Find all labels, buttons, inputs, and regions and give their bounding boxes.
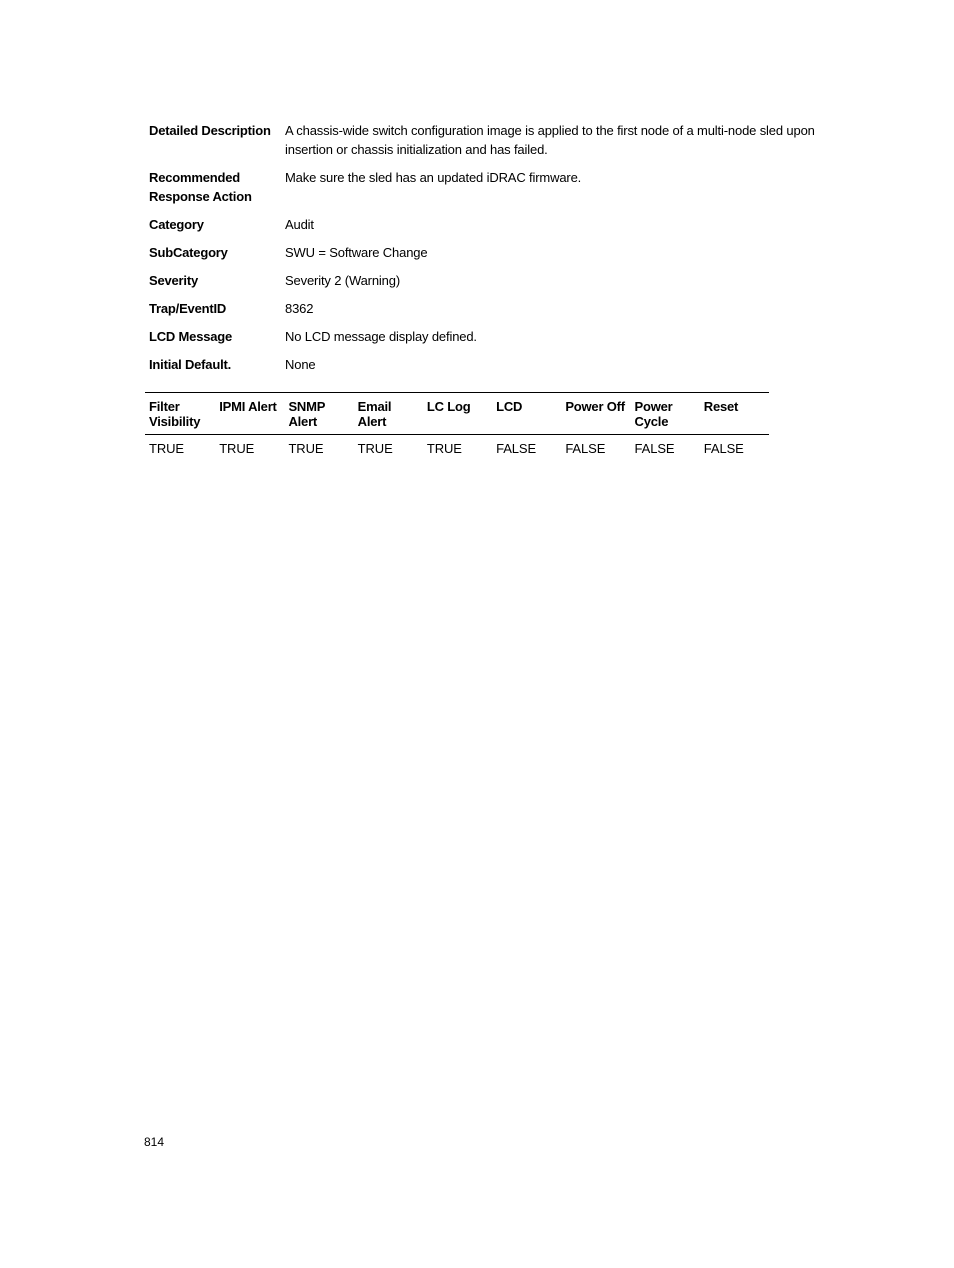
detail-label: Severity — [149, 273, 198, 288]
detail-row-severity — [149, 271, 819, 290]
detail-value: Make sure the sled has an updated iDRAC firmware. — [285, 170, 582, 185]
detail-value: Severity 2 (Warning) — [285, 273, 400, 288]
table-row — [145, 435, 769, 461]
detail-row-initial-default — [149, 355, 819, 374]
detail-label: Trap/EventID — [149, 301, 227, 316]
detail-label: SubCategory — [149, 245, 228, 260]
detail-value: A chassis-wide switch configuration image is applied to the first node of a multi-node sled upon insertion or chassis initialization and has failed. — [285, 123, 815, 157]
column-header-power-cycle: Power Cycle — [631, 393, 700, 435]
table-header-row — [145, 393, 769, 435]
detail-label: Detailed Description — [149, 123, 271, 138]
detail-row-category — [149, 215, 819, 234]
detail-value: SWU = Software Change — [285, 245, 428, 260]
table-cell-lcd: FALSE — [496, 441, 537, 456]
table-cell-power-off: FALSE — [565, 441, 606, 456]
table-cell-power-cycle: FALSE — [634, 441, 675, 456]
column-header-snmp-alert: SNMP Alert — [284, 393, 353, 435]
page-number: 814 — [144, 1135, 165, 1149]
column-header-filter-visibility: Filter Visibility — [145, 393, 215, 435]
table-cell-reset: FALSE — [703, 441, 744, 456]
column-header-power-off: Power Off — [561, 393, 630, 435]
column-header-reset: Reset — [700, 393, 769, 435]
detail-label: Category — [149, 217, 204, 232]
table-cell-ipmi-alert: TRUE — [219, 441, 255, 456]
detail-row-subcategory — [149, 243, 819, 262]
table-cell-snmp-alert: TRUE — [288, 441, 324, 456]
detail-value: No LCD message display defined. — [285, 329, 477, 344]
detail-row-lcd-message — [149, 327, 819, 346]
alert-actions-table — [145, 392, 769, 460]
column-header-lcd: LCD — [492, 393, 561, 435]
event-details — [149, 121, 819, 383]
detail-label: Recommended Response Action — [149, 170, 252, 204]
detail-label: Initial Default. — [149, 357, 232, 372]
detail-row-trap-event-id — [149, 299, 819, 318]
detail-value: None — [285, 357, 316, 372]
detail-row-recommended-response-action — [149, 168, 819, 206]
detail-value: Audit — [285, 217, 314, 232]
column-header-ipmi-alert: IPMI Alert — [215, 393, 284, 435]
table-cell-email-alert: TRUE — [357, 441, 393, 456]
column-header-email-alert: Email Alert — [354, 393, 423, 435]
detail-value: 8362 — [285, 301, 314, 316]
detail-row-detailed-description — [149, 121, 819, 159]
table-cell-filter-visibility: TRUE — [149, 441, 184, 456]
table-cell-lc-log: TRUE — [426, 441, 462, 456]
detail-label: LCD Message — [149, 329, 233, 344]
column-header-lc-log: LC Log — [423, 393, 492, 435]
